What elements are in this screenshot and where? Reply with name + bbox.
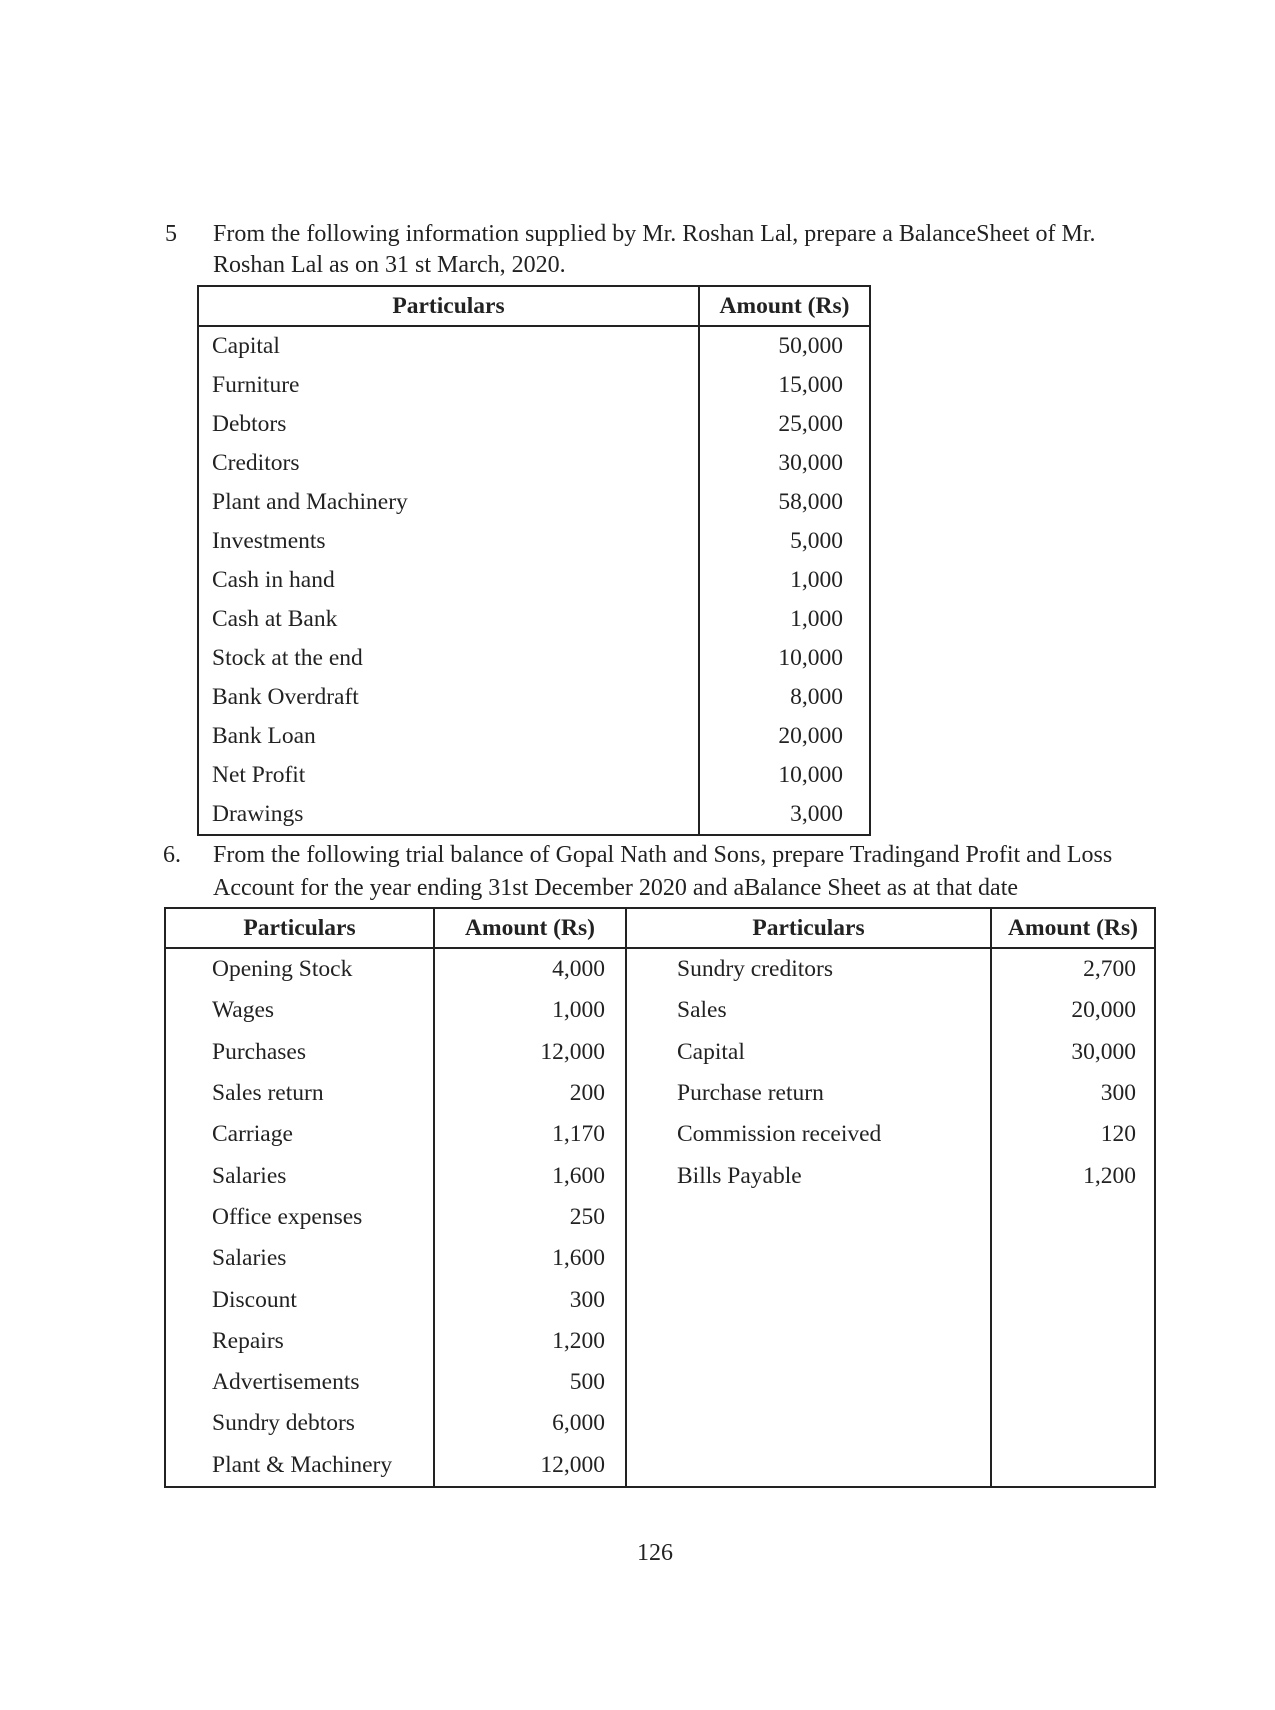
debit-amount-cell: 300	[434, 1279, 626, 1320]
table-row	[165, 1197, 1155, 1238]
amount-cell: 25,000	[778, 411, 843, 437]
credit-amount-cell: 300	[991, 1073, 1155, 1114]
amount-cell: 15,000	[778, 372, 843, 398]
particulars-cell: Cash in hand	[198, 561, 699, 600]
debit-particulars-cell: Wages	[165, 990, 434, 1031]
amount-cell: 10,000	[778, 645, 843, 671]
credit-amount-cell: 1,200	[991, 1155, 1155, 1196]
particulars-cell: Drawings	[198, 795, 699, 835]
debit-amount-cell: 500	[434, 1362, 626, 1403]
table-header-row	[198, 286, 870, 326]
table-row	[198, 405, 870, 444]
credit-amount-cell	[991, 1238, 1155, 1279]
amount-cell: 50,000	[778, 333, 843, 359]
column-header: Amount (Rs)	[434, 908, 626, 948]
table-row	[198, 795, 870, 835]
table-row	[198, 678, 870, 717]
debit-particulars-cell: Salaries	[165, 1155, 434, 1196]
column-header: Particulars	[165, 908, 434, 948]
credit-amount-cell	[991, 1445, 1155, 1487]
debit-amount-cell: 4,000	[434, 948, 626, 990]
credit-amount-cell	[991, 1321, 1155, 1362]
particulars-cell: Investments	[198, 522, 699, 561]
amount-cell: 20,000	[778, 723, 843, 749]
debit-particulars-cell: Sales return	[165, 1073, 434, 1114]
column-header: Amount (Rs)	[991, 908, 1155, 948]
table-row	[165, 948, 1155, 990]
particulars-cell: Debtors	[198, 405, 699, 444]
debit-amount-cell: 1,000	[434, 990, 626, 1031]
question-number: 6.	[163, 842, 181, 868]
debit-particulars-cell: Opening Stock	[165, 948, 434, 990]
table-row	[165, 1321, 1155, 1362]
question-text-line-2: Account for the year ending 31st December 2020 and aBalance Sheet as at that date	[213, 875, 1019, 901]
amount-cell: 5,000	[790, 528, 843, 554]
credit-particulars-cell	[626, 1362, 991, 1403]
debit-amount-cell: 1,600	[434, 1238, 626, 1279]
table-row	[198, 717, 870, 756]
question-text-line-1: From the following trial balance of Gopal Nath and Sons, prepare Tradingand Profit and Loss	[213, 842, 1113, 868]
table-row	[198, 561, 870, 600]
credit-particulars-cell	[626, 1197, 991, 1238]
debit-particulars-cell: Repairs	[165, 1321, 434, 1362]
credit-particulars-cell	[626, 1279, 991, 1320]
credit-amount-cell	[991, 1403, 1155, 1444]
credit-particulars-cell: Commission received	[626, 1114, 991, 1155]
particulars-cell: Cash at Bank	[198, 600, 699, 639]
table-row	[198, 522, 870, 561]
particulars-cell: Stock at the end	[198, 639, 699, 678]
table-row	[198, 756, 870, 795]
table-row	[198, 326, 870, 366]
particulars-cell: Bank Overdraft	[198, 678, 699, 717]
credit-amount-cell: 20,000	[991, 990, 1155, 1031]
amount-cell: 8,000	[790, 684, 843, 710]
debit-amount-cell: 200	[434, 1073, 626, 1114]
trial-balance-table	[164, 907, 1156, 1488]
amount-cell: 10,000	[778, 762, 843, 788]
particulars-cell: Capital	[198, 326, 699, 366]
debit-particulars-cell: Plant & Machinery	[165, 1445, 434, 1487]
table-row	[165, 1155, 1155, 1196]
particulars-cell: Furniture	[198, 366, 699, 405]
table-row	[198, 483, 870, 522]
credit-particulars-cell: Sundry creditors	[626, 948, 991, 990]
amount-cell: 1,000	[790, 606, 843, 632]
table-row	[165, 1032, 1155, 1073]
column-header: Amount (Rs)	[699, 286, 870, 326]
credit-amount-cell	[991, 1362, 1155, 1403]
particulars-cell: Bank Loan	[198, 717, 699, 756]
credit-particulars-cell: Purchase return	[626, 1073, 991, 1114]
debit-particulars-cell: Sundry debtors	[165, 1403, 434, 1444]
table-row	[198, 444, 870, 483]
credit-amount-cell: 2,700	[991, 948, 1155, 990]
credit-particulars-cell	[626, 1403, 991, 1444]
question-text-line-1: From the following information supplied by Mr. Roshan Lal, prepare a BalanceSheet of Mr.	[213, 221, 1096, 247]
credit-particulars-cell: Bills Payable	[626, 1155, 991, 1196]
debit-amount-cell: 1,170	[434, 1114, 626, 1155]
debit-particulars-cell: Discount	[165, 1279, 434, 1320]
debit-amount-cell: 1,200	[434, 1321, 626, 1362]
credit-particulars-cell: Capital	[626, 1032, 991, 1073]
credit-amount-cell: 120	[991, 1114, 1155, 1155]
column-header: Particulars	[198, 286, 699, 326]
amount-cell: 58,000	[778, 489, 843, 515]
table-header-row	[165, 908, 1155, 948]
credit-amount-cell	[991, 1279, 1155, 1320]
debit-amount-cell: 12,000	[434, 1032, 626, 1073]
credit-particulars-cell	[626, 1238, 991, 1279]
column-header: Particulars	[626, 908, 991, 948]
credit-particulars-cell	[626, 1445, 991, 1487]
debit-amount-cell: 6,000	[434, 1403, 626, 1444]
table-row	[198, 639, 870, 678]
table-row	[165, 1279, 1155, 1320]
table-row	[165, 1238, 1155, 1279]
page-number: 126	[637, 1540, 673, 1566]
amount-cell: 3,000	[790, 801, 843, 827]
question-text-line-2: Roshan Lal as on 31 st March, 2020.	[213, 252, 566, 278]
particulars-cell: Plant and Machinery	[198, 483, 699, 522]
table-row	[165, 1403, 1155, 1444]
table-row	[165, 1362, 1155, 1403]
particulars-cell: Creditors	[198, 444, 699, 483]
table-row	[165, 990, 1155, 1031]
debit-amount-cell: 12,000	[434, 1445, 626, 1487]
table-row	[198, 600, 870, 639]
debit-particulars-cell: Office expenses	[165, 1197, 434, 1238]
particulars-cell: Net Profit	[198, 756, 699, 795]
debit-amount-cell: 250	[434, 1197, 626, 1238]
credit-amount-cell	[991, 1197, 1155, 1238]
debit-particulars-cell: Purchases	[165, 1032, 434, 1073]
credit-particulars-cell: Sales	[626, 990, 991, 1031]
amount-cell: 30,000	[778, 450, 843, 476]
credit-particulars-cell	[626, 1321, 991, 1362]
question-number: 5	[165, 221, 177, 247]
table-row	[165, 1114, 1155, 1155]
amount-cell: 1,000	[790, 567, 843, 593]
credit-amount-cell: 30,000	[991, 1032, 1155, 1073]
table-row	[198, 366, 870, 405]
table-row	[165, 1445, 1155, 1487]
debit-amount-cell: 1,600	[434, 1155, 626, 1196]
balance-sheet-info-table	[197, 285, 871, 836]
debit-particulars-cell: Advertisements	[165, 1362, 434, 1403]
table-row	[165, 1073, 1155, 1114]
debit-particulars-cell: Salaries	[165, 1238, 434, 1279]
debit-particulars-cell: Carriage	[165, 1114, 434, 1155]
